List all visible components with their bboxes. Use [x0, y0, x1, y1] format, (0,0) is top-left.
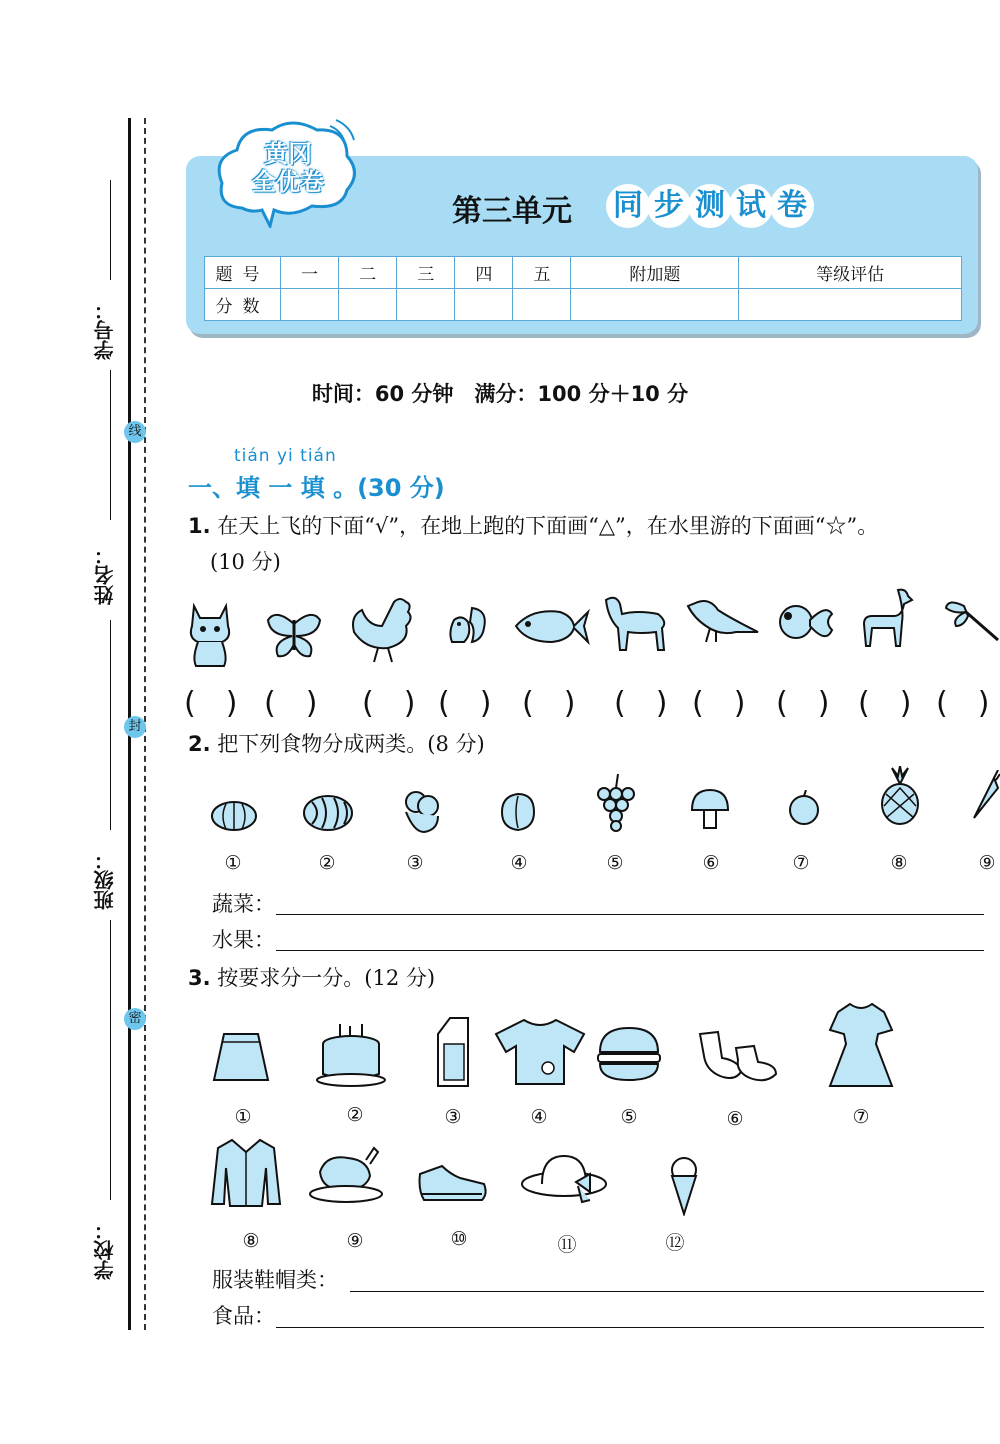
item-number: ⑦ — [852, 1106, 870, 1128]
question-1 — [188, 510, 878, 540]
pumpkin-icon — [210, 796, 258, 832]
item-number: ⑧ — [242, 1230, 260, 1252]
badge-line1: 黄冈 — [264, 140, 312, 168]
answer-blank[interactable]: ( ) — [936, 686, 990, 721]
title-chip-1: 同 — [606, 184, 650, 228]
row-head-question: 题号 — [205, 257, 281, 289]
dress-icon — [826, 1000, 896, 1090]
answer-blank[interactable]: ( ) — [614, 686, 668, 721]
item-number: ① — [234, 1106, 252, 1128]
student-id-line — [110, 180, 111, 280]
squirrel-icon — [446, 604, 488, 646]
col-grade: 等级评估 — [739, 257, 962, 289]
badge-text — [236, 140, 340, 196]
col-4: 四 — [455, 257, 513, 289]
title-chip-4: 试 — [729, 184, 773, 228]
ice-cream-icon — [666, 1156, 702, 1216]
food-number: ⑨ — [978, 852, 996, 874]
roast-chicken-icon — [308, 1146, 384, 1204]
clothing-answer-line[interactable] — [350, 1291, 984, 1292]
q1-text: 在天上飞的下面“√”，在地上跑的下面画“△”，在水里游的下面画“☆”。 — [210, 514, 879, 538]
q3-text: 按要求分一分。(12 分) — [210, 966, 436, 990]
food-number: ③ — [406, 852, 424, 874]
butterfly-icon — [266, 610, 322, 660]
item-number: ⑪ — [557, 1234, 577, 1256]
seal-seal: 封 — [124, 716, 146, 738]
title-chip-3: 测 — [688, 184, 732, 228]
socks-icon — [696, 1030, 780, 1084]
item-number: ⑤ — [620, 1106, 638, 1128]
q3-number: 3. — [188, 966, 211, 990]
unit-title: 第三单元 — [452, 194, 572, 229]
class-label: 班级： — [93, 850, 117, 910]
sneakers-icon — [416, 1160, 488, 1206]
item-number: ⑥ — [726, 1108, 744, 1130]
answer-blank[interactable]: ( ) — [858, 686, 912, 721]
score-cell[interactable] — [281, 289, 339, 321]
answer-blank[interactable]: ( ) — [438, 686, 492, 721]
item-number: ③ — [444, 1106, 462, 1128]
mushroom-icon — [690, 788, 730, 830]
answer-blank[interactable]: ( ) — [362, 686, 416, 721]
milk-carton-icon — [430, 1016, 474, 1088]
q2-text: 把下列食物分成两类。(8 分) — [210, 732, 485, 756]
question-3 — [188, 962, 435, 992]
school-label: 学校： — [93, 1220, 117, 1280]
time-line: 时间：60 分钟 满分：100 分＋10 分 — [311, 382, 689, 406]
answer-blank[interactable]: ( ) — [184, 686, 238, 721]
hat-icon — [520, 1152, 610, 1204]
seal-line: 线 — [124, 421, 146, 443]
food-number: ② — [318, 852, 336, 874]
col-bonus: 附加题 — [571, 257, 739, 289]
food-label: 食品： — [212, 1304, 275, 1328]
answer-blank[interactable]: ( ) — [692, 686, 746, 721]
vegetable-answer-line[interactable] — [276, 914, 984, 915]
score-cell[interactable] — [739, 289, 962, 321]
cake-icon — [314, 1022, 388, 1088]
q1-number: 1. — [188, 514, 211, 538]
class-line — [110, 620, 111, 830]
shirt-icon — [494, 1018, 586, 1086]
burger-icon — [596, 1026, 662, 1082]
question-2 — [188, 728, 485, 758]
food-number: ① — [224, 852, 242, 874]
badge-line2: 全优卷 — [252, 168, 324, 196]
item-number: ④ — [530, 1106, 548, 1128]
answer-blank[interactable]: ( ) — [522, 686, 576, 721]
score-cell[interactable] — [455, 289, 513, 321]
school-line — [110, 920, 111, 1200]
watermelon-icon — [302, 794, 354, 832]
vegetable-label: 蔬菜： — [212, 892, 275, 916]
answer-blank[interactable]: ( ) — [776, 686, 830, 721]
item-number: ⑫ — [665, 1232, 685, 1254]
row-head-score: 分数 — [205, 289, 281, 321]
pineapple-icon — [878, 766, 922, 826]
score-cell[interactable] — [571, 289, 739, 321]
grapes-icon — [590, 772, 636, 832]
col-2: 二 — [339, 257, 397, 289]
peach-icon — [498, 786, 538, 832]
clothing-label: 服装鞋帽类： — [212, 1268, 338, 1292]
goat-icon — [858, 586, 916, 648]
item-number: ⑩ — [450, 1228, 468, 1250]
student-id-label: 学号： — [93, 300, 117, 360]
name-label: 姓名： — [93, 545, 117, 605]
dragonfly-icon — [944, 596, 1000, 642]
food-number: ⑧ — [890, 852, 908, 874]
cat-icon — [186, 602, 234, 668]
fish-icon — [512, 606, 590, 646]
fruit-answer-line[interactable] — [276, 950, 984, 951]
horse-icon — [598, 594, 670, 652]
apple-icon — [786, 790, 822, 826]
title-chip-2: 步 — [647, 184, 691, 228]
title-chip-5: 卷 — [770, 184, 814, 228]
score-cell[interactable] — [397, 289, 455, 321]
section-title: 一、填 一 填 。(30 分) — [188, 474, 445, 502]
item-number: ⑨ — [346, 1230, 364, 1252]
bird-icon — [684, 596, 762, 644]
q2-number: 2. — [188, 732, 211, 756]
col-5: 五 — [513, 257, 571, 289]
col-1: 一 — [281, 257, 339, 289]
skirt-icon — [210, 1030, 272, 1086]
q1-points: (10 分) — [210, 550, 281, 574]
food-number: ⑥ — [702, 852, 720, 874]
food-number: ④ — [510, 852, 528, 874]
item-number: ② — [346, 1104, 364, 1126]
cabbage-icon — [398, 788, 444, 834]
seal-secret: 密 — [124, 1008, 146, 1030]
jacket-icon — [210, 1138, 282, 1208]
carrot-icon — [970, 770, 1000, 820]
score-table — [204, 256, 962, 321]
fruit-label: 水果： — [212, 928, 275, 952]
food-answer-line[interactable] — [276, 1327, 984, 1328]
score-cell[interactable] — [339, 289, 397, 321]
rooster-icon — [348, 596, 420, 664]
score-cell[interactable] — [513, 289, 571, 321]
food-number: ⑦ — [792, 852, 810, 874]
answer-blank[interactable]: ( ) — [264, 686, 318, 721]
col-3: 三 — [397, 257, 455, 289]
section-pinyin: tián yi tián — [234, 446, 337, 466]
food-number: ⑤ — [606, 852, 624, 874]
goldfish-icon — [774, 598, 834, 648]
